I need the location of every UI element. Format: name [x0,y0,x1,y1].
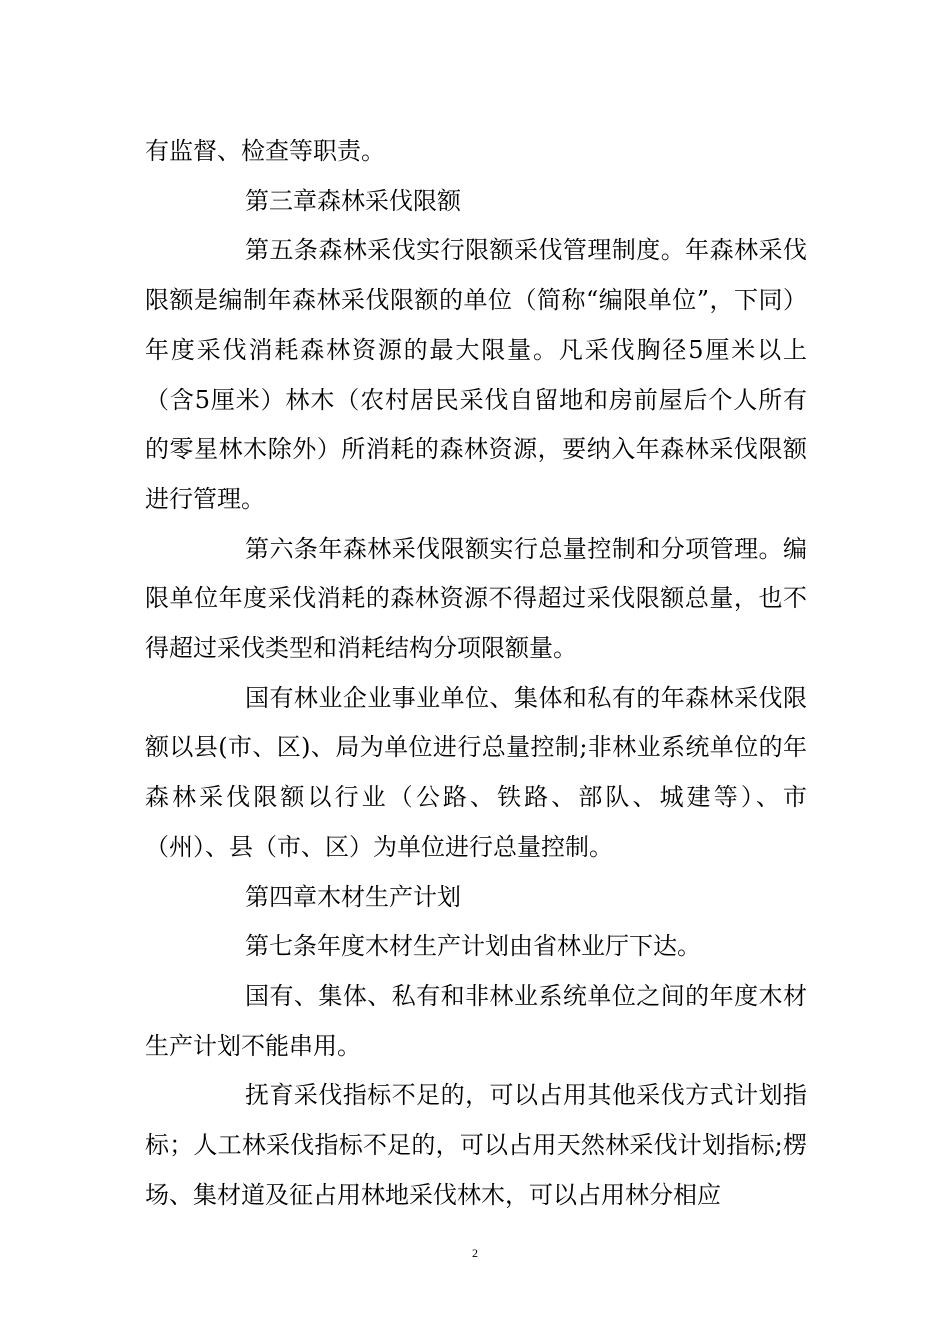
indicator-allocation-paragraph: 抚育采伐指标不足的，可以占用其他采伐方式计划指标；人工林采伐指标不足的，可以占用天然林采伐计划指标;楞场、集材道及征占用林地采伐林木，可以占用林分相应 [145,1081,807,1209]
chapter-heading-4: 第四章木材生产计划 [245,882,461,911]
paragraph-continuation: 有监督、检查等职责。 [145,137,385,165]
chapter-heading-3: 第三章森林采伐限额 [245,186,461,215]
page-number: 2 [472,1246,478,1260]
plan-no-transfer-paragraph: 国有、集体、私有和非林业系统单位之间的年度木材生产计划不能串用。 [145,981,807,1060]
quota-control-paragraph: 国有林业企业事业单位、集体和私有的年森林采伐限额以县(市、区)、局为单位进行总量控制;非林业系统单位的年森林采伐限额以行业（公路、铁路、部队、城建等）、市（州）、县（市、区）为单位进行总量控制。 [145,683,807,861]
article-5-paragraph: 第五条森林采伐实行限额采伐管理制度。年森林采伐限额是编制年森林采伐限额的单位（简称“编限单位”，下同）年度采伐消耗森林资源的最大限量。凡采伐胸径5厘米以上（含5厘米）林木（农村居民采伐自留地和房前屋后个人所有的零星林木除外）所消耗的森林资源，要纳入年森林采伐限额进行管理。 [145,236,807,513]
article-6-paragraph: 第六条年森林采伐限额实行总量控制和分项管理。编限单位年度采伐消耗的森林资源不得超过采伐限额总量，也不得超过采伐类型和消耗结构分项限额量。 [145,534,807,663]
article-7-paragraph: 第七条年度木材生产计划由省林业厅下达。 [245,932,701,961]
document-body [145,127,807,1220]
